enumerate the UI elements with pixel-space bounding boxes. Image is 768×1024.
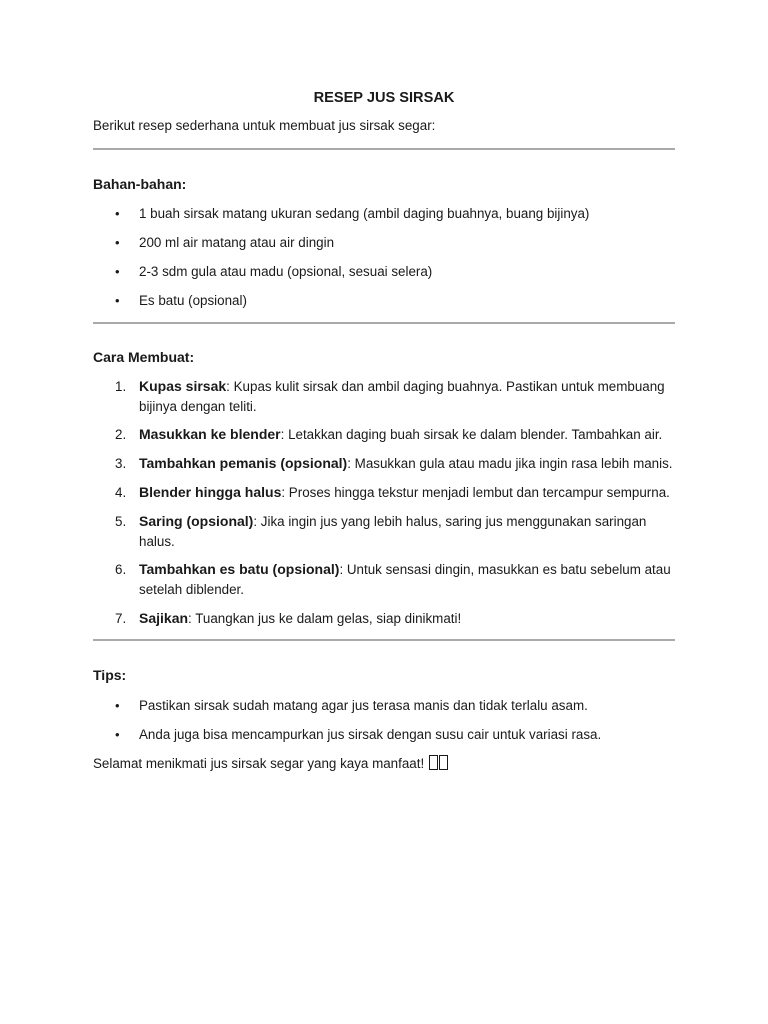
bullet-icon: •	[115, 293, 120, 308]
step-number: 4.	[115, 485, 127, 501]
step-item	[93, 454, 675, 474]
step-item	[93, 609, 675, 629]
step-text: : Proses hingga tekstur menjadi lembut dan tercampur sempurna.	[281, 485, 670, 501]
missing-glyph-icon	[429, 755, 438, 770]
closing-line	[93, 754, 675, 774]
step-item	[93, 560, 675, 599]
ingredients-list	[93, 204, 675, 311]
step-text: : Untuk sensasi dingin, masukkan es batu sebelum atau setelah diblender.	[139, 562, 671, 597]
tip-item: • Anda juga bisa mencampurkan jus sirsak dengan susu cair untuk variasi rasa.	[93, 725, 675, 745]
missing-glyph-icon	[439, 755, 448, 770]
closing-text: Selamat menikmati jus sirsak segar yang kaya manfaat!	[93, 756, 428, 772]
ingredient-item: • 2-3 sdm gula atau madu (opsional, sesuai selera)	[93, 262, 675, 282]
ingredient-item: • Es batu (opsional)	[93, 291, 675, 311]
step-title: Kupas sirsak	[139, 378, 227, 394]
intro-text: Berikut resep sederhana untuk membuat jus sirsak segar:	[93, 118, 436, 133]
bullet-icon: •	[115, 235, 120, 250]
tips-list	[93, 696, 675, 745]
step-item	[93, 377, 675, 416]
step-text: : Masukkan gula atau madu jika ingin rasa lebih manis.	[347, 456, 673, 472]
step-item	[93, 483, 675, 503]
step-title: Blender hingga halus	[139, 484, 282, 501]
bullet-icon: •	[115, 264, 120, 279]
step-text: : Kupas kulit sirsak dan ambil daging buahnya. Pastikan untuk membuang bijinya dengan teliti.	[139, 379, 665, 414]
step-text: : Tuangkan jus ke dalam gelas, siap dinikmati!	[188, 610, 462, 626]
step-title: Sajikan	[139, 609, 189, 626]
step-title: Tambahkan pemanis (opsional)	[139, 455, 348, 472]
tips-heading: Tips:	[93, 667, 127, 684]
step-number: 2.	[115, 427, 127, 443]
step-text: : Jika ingin jus yang lebih halus, saring jus menggunakan saringan halus.	[139, 514, 647, 549]
bullet-icon: •	[115, 726, 120, 742]
step-number: 5.	[115, 514, 127, 530]
step-number: 1.	[115, 379, 127, 394]
ingredient-item: • 1 buah sirsak matang ukuran sedang (ambil daging buahnya, buang bijinya)	[93, 204, 675, 224]
divider	[93, 322, 675, 324]
step-number: 6.	[115, 562, 127, 578]
step-title: Masukkan ke blender	[139, 426, 281, 443]
divider	[93, 148, 675, 150]
step-item	[93, 512, 675, 551]
step-item	[93, 425, 675, 445]
ingredients-heading: Bahan-bahan:	[93, 175, 187, 192]
steps-heading: Cara Membuat:	[93, 348, 195, 365]
step-number: 7.	[115, 610, 127, 626]
document-page	[93, 88, 675, 774]
tip-item: • Pastikan sirsak sudah matang agar jus terasa manis dan tidak terlalu asam.	[93, 696, 675, 716]
step-title: Tambahkan es batu (opsional)	[139, 561, 340, 578]
divider	[93, 639, 675, 641]
step-text: : Letakkan daging buah sirsak ke dalam blender. Tambahkan air.	[280, 427, 663, 443]
bullet-icon: •	[115, 206, 120, 221]
steps-list	[93, 377, 675, 628]
ingredient-item: • 200 ml air matang atau air dingin	[93, 233, 675, 253]
step-number: 3.	[115, 456, 127, 472]
document-title: RESEP JUS SIRSAK	[313, 90, 455, 106]
step-title: Saring (opsional)	[139, 513, 254, 530]
bullet-icon: •	[115, 697, 120, 713]
